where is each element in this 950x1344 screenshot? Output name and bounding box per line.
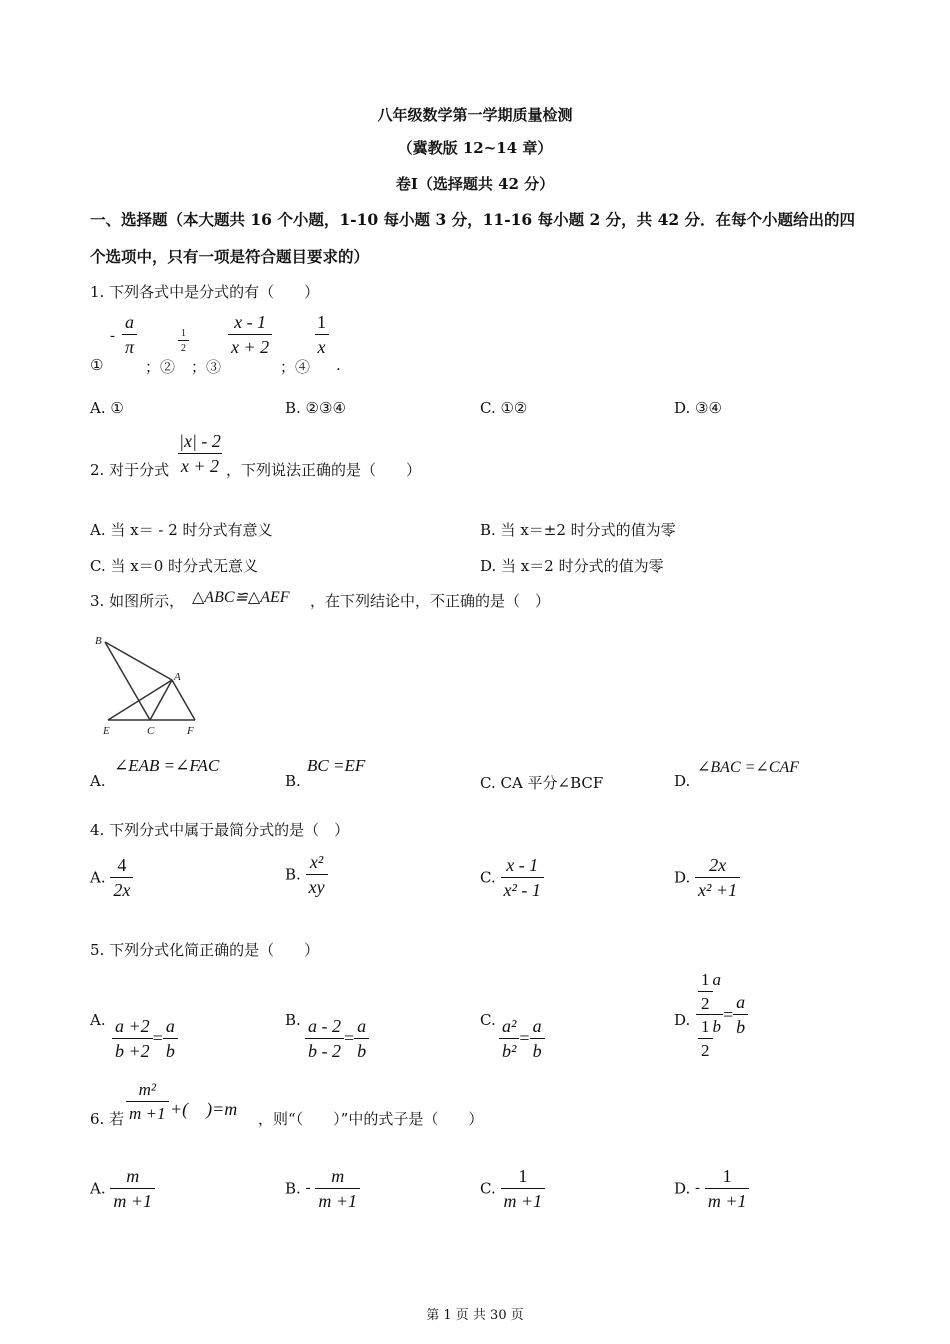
q2-fraction: $\frac{|x| - 2}{x + 2}$: [179, 431, 221, 476]
q1-stem: 1. 下列各式中是分式的有（ ）: [90, 283, 320, 301]
q2-option-b[interactable]: B. 当 x＝±2 时分式的值为零: [480, 521, 676, 539]
q2-prefix: 2. 对于分式: [90, 461, 170, 479]
label-b: B: [95, 635, 102, 647]
q3-option-d-label[interactable]: D.: [674, 772, 691, 790]
q1-expr-4: $\frac{1}{x}$: [314, 312, 329, 357]
q6-option-d[interactable]: D. - $\frac{1}{m +1}$: [674, 1166, 749, 1211]
segment-af: [172, 680, 195, 720]
page-title: 八年级数学第一学期质量检测: [377, 106, 573, 124]
q5-option-c[interactable]: $\frac{\text{a²}}{\text{b²}}$ = $\frac{a}{b}$: [499, 1016, 545, 1061]
q5-option-c-label[interactable]: C.: [480, 1011, 496, 1029]
q5-option-b-label[interactable]: B.: [285, 1011, 301, 1029]
q2-option-d[interactable]: D. 当 x＝2 时分式的值为零: [480, 557, 664, 575]
q3-triangle-figure: [90, 628, 210, 740]
q1-sep-4: ；④: [280, 358, 311, 376]
q5-option-d[interactable]: $\frac{1}{2}$ a $\frac{1}{2}$ b = $\frac{a}{b}$: [696, 970, 748, 1060]
label-e: E: [103, 725, 110, 737]
q4-option-a[interactable]: A. $\frac{4}{2x}$: [90, 855, 133, 900]
q5-option-a[interactable]: $\frac{a +2}{b +2}$ = $\frac{a}{b}$: [112, 1016, 178, 1061]
q1-sep-2: ；②: [145, 358, 176, 376]
volume-heading: 卷Ⅰ（选择题共 42 分）: [395, 175, 555, 193]
q3-prefix: 3. 如图所示，: [90, 592, 185, 610]
q2-suffix: ，下列说法正确的是（ ）: [226, 461, 422, 479]
q6-option-a[interactable]: A. $\frac{m}{m +1}$: [90, 1166, 155, 1211]
q3-suffix: ，在下列结论中，不正确的是（ ）: [310, 592, 551, 610]
q6-prefix: 6. 若: [90, 1110, 125, 1128]
q3-option-d[interactable]: ∠BAC =∠CAF: [697, 759, 800, 776]
segment-ea: [108, 680, 172, 720]
page-subtitle: （冀教版 12~14 章）: [397, 139, 553, 157]
label-a: A: [174, 671, 181, 683]
q6-suffix: ，则“（ ）”中的式子是（ ）: [258, 1110, 484, 1128]
q1-option-a[interactable]: A. ①: [90, 399, 124, 417]
q3-congruence: △ABC≌△AEF: [192, 589, 290, 606]
q1-expr-2: $\frac{1}{2}$: [178, 328, 189, 354]
q4-option-b[interactable]: B. $\frac{\text{x²}}{xy}$: [285, 852, 328, 897]
q1-option-d[interactable]: D. ③④: [674, 399, 722, 417]
q3-option-b-label[interactable]: B.: [285, 772, 301, 790]
q1-option-b[interactable]: B. ②③④: [285, 399, 346, 417]
q1-end: .: [336, 356, 341, 374]
q6-middle: +( )=m: [170, 1099, 238, 1119]
page-number: 第 1 页 共 30 页: [426, 1308, 524, 1323]
section-heading-line2: 个选项中，只有一项是符合题目要求的）: [90, 247, 370, 266]
q1-expr-1: $\frac{a}{\pi}$: [122, 312, 137, 357]
label-f: F: [187, 725, 194, 737]
q3-option-b[interactable]: BC =EF: [307, 756, 366, 775]
q3-option-c[interactable]: C. CA 平分∠BCF: [480, 774, 604, 792]
segment-ba: [105, 642, 172, 680]
q5-option-d-label[interactable]: D.: [674, 1011, 691, 1029]
q5-option-a-label[interactable]: A.: [90, 1011, 106, 1029]
q2-option-a[interactable]: A. 当 x＝ - 2 时分式有意义: [90, 521, 273, 539]
q1-expr-3: $\frac{x - 1}{x + 2}$: [228, 312, 272, 357]
q6-fraction: $\frac{\text{m²}}{m +1}$: [126, 1080, 169, 1123]
label-c: C: [147, 725, 155, 737]
q1-option-c[interactable]: C. ①②: [480, 399, 528, 417]
q5-option-b[interactable]: $\frac{a - 2}{b - 2}$ = $\frac{a}{b}$: [305, 1016, 369, 1061]
q1-sep-3: ；③: [191, 358, 222, 376]
q6-option-c[interactable]: C. $\frac{1}{m +1}$: [480, 1166, 545, 1211]
q3-option-a[interactable]: ∠EAB =∠FAC: [114, 756, 220, 775]
q4-option-d[interactable]: D. $\frac{2x}{\text{x² +1}}$: [674, 855, 740, 900]
q1-e1-neg: -: [110, 328, 115, 344]
section-heading-line1: 一、选择题（本大题共 16 个小题，1-10 每小题 3 分，11-16 每小题 2 分，共 42 分．在每个小题给出的四: [90, 210, 856, 229]
q6-option-b[interactable]: B. - $\frac{m}{m +1}$: [285, 1166, 360, 1211]
q3-option-a-label[interactable]: A.: [90, 772, 106, 790]
q5-stem: 5. 下列分式化简正确的是（ ）: [90, 941, 320, 959]
q4-stem: 4. 下列分式中属于最简分式的是（ ）: [90, 821, 350, 839]
q2-option-c[interactable]: C. 当 x＝0 时分式无意义: [90, 557, 259, 575]
q1-mark-1: ①: [90, 356, 104, 374]
q4-option-c[interactable]: C. $\frac{x - 1}{\text{x² - 1}}$: [480, 855, 544, 900]
